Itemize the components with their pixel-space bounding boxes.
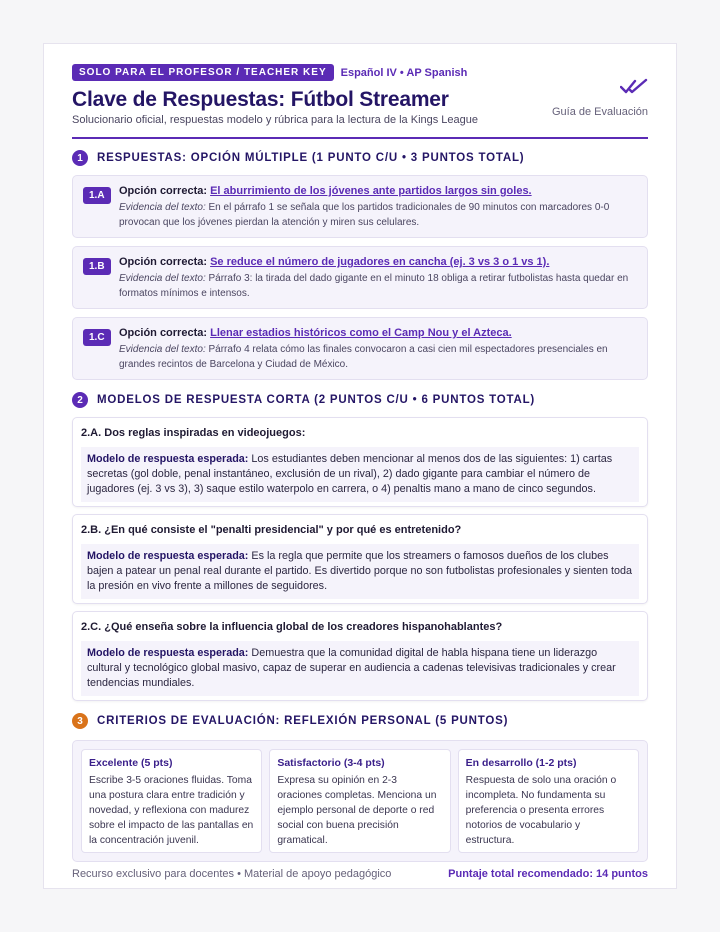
header [72, 64, 648, 139]
criterion-card-en-desarrollo [458, 749, 639, 853]
criterion-description: Respuesta de solo una oración o incompleta. No fundamenta su preferencia o presenta errores notorios de vocabulario y estructura. [465, 775, 617, 846]
question-tag: 1.B [83, 258, 111, 275]
criterion-description: Escribe 3-5 oraciones fluidas. Toma una postura clara entre tradición y novedad, y reflexiona con madurez sobre el impacto de las pantallas en la concentración juvenil. [89, 775, 254, 846]
course-label: Español IV • AP Spanish [340, 66, 468, 79]
model-answer-text: Demuestra que la comunidad digital de habla hispana tiene un liderazgo cultural y tecnológico global masivo, capaz de superar en audiencia a cadenas televisivas tradicionales y crear tendencias mundiales. [87, 647, 616, 689]
mc-answer-card [72, 317, 648, 380]
criterion-description: Expresa su opinión en 2-3 oraciones completas. Menciona un ejemplo personal de deporte o red social con buena precisión gramatical. [277, 775, 437, 846]
section-number: 1 [72, 150, 88, 166]
correct-answer: El aburrimiento de los jóvenes ante partidos largos sin goles. [210, 185, 532, 197]
model-answer-text: Es la regla que permite que los streamers o famosos dueños de los clubes bajen a patear un penal real durante el partido. Es divertido porque no son futbolistas profesionales y sienten toda la presión en vivo frente a millones de seguidores. [87, 550, 633, 592]
page-title: Clave de Respuestas: Fútbol Streamer [72, 88, 449, 111]
criterion-title: Excelente (5 pts) [89, 757, 173, 769]
teacher-key-badge: SOLO PARA EL PROFESOR / TEACHER KEY [72, 64, 334, 81]
model-answer-label: Modelo de respuesta esperada: [87, 453, 249, 465]
mc-answer-card [72, 246, 648, 309]
evidence-label: Evidencia del texto: [119, 202, 206, 213]
section-number: 2 [72, 392, 88, 408]
evidence-text: Párrafo 4 relata cómo las finales convocaron a casi cien mil espectadores presenciales en grandes recintos de Barcelona y Ciudad de México. [119, 344, 608, 370]
section-heading-3 [72, 713, 648, 729]
criterion-title: En desarrollo (1-2 pts) [465, 757, 577, 769]
question-text: ¿En qué consiste el "penalti presidencial" y por qué es entretenido? [104, 524, 462, 536]
mc-answer-card [72, 175, 648, 238]
question-number: 2.C. [81, 621, 102, 633]
criterion-title: Satisfactorio (3-4 pts) [277, 757, 385, 769]
correct-option-label: Opción correcta: [119, 256, 208, 268]
evidence-text: En el párrafo 1 se señala que los partidos tradicionales de 90 minutos con marcadores 0-0 provocan que los jóvenes pierdan la atención y miren sus celulares. [119, 202, 610, 228]
correct-answer: Se reduce el número de jugadores en cancha (ej. 3 vs 3 o 1 vs 1). [210, 256, 550, 268]
question-text: Dos reglas inspiradas en videojuegos: [104, 427, 306, 439]
short-answer-card [72, 611, 648, 701]
section-heading-2 [72, 392, 648, 408]
correct-option-label: Opción correcta: [119, 327, 208, 339]
page-subtitle: Solucionario oficial, respuestas modelo y rúbrica para la lectura de la Kings League [72, 114, 479, 126]
short-answer-card [72, 514, 648, 604]
footer [72, 868, 648, 880]
model-answer-label: Modelo de respuesta esperada: [87, 550, 249, 562]
correct-option-label: Opción correcta: [119, 185, 208, 197]
criterion-card-excelente [81, 749, 262, 853]
model-answer-label: Modelo de respuesta esperada: [87, 647, 249, 659]
question-text: ¿Qué enseña sobre la influencia global de los creadores hispanohablantes? [104, 621, 503, 633]
question-tag: 1.C [83, 329, 111, 346]
section-title: MODELOS DE RESPUESTA CORTA (2 PUNTOS C/U • 6 PUNTOS TOTAL) [97, 394, 536, 406]
rubric-criteria [72, 740, 648, 862]
short-answer-card [72, 417, 648, 507]
section-title: RESPUESTAS: OPCIÓN MÚLTIPLE (1 PUNTO C/U • 3 PUNTOS TOTAL) [97, 152, 525, 164]
double-check-icon [620, 78, 648, 96]
evidence-text: Párrafo 3: la tirada del dado gigante en el minuto 18 obliga a retirar futbolistas hasta quedar en formatos mínimos e intensos. [119, 273, 629, 299]
model-answer-text: Los estudiantes deben mencionar al menos dos de las siguientes: 1) cartas secretas (gol doble, penal instantáneo, exclusión de un rival), 2) dado gigante para cambiar el número de jugadores (ej. 3 vs 3), 3) saque estilo waterpolo en carrera, o 4) penaltis mano a mano de cinco segundos. [87, 453, 613, 495]
evidence-label: Evidencia del texto: [119, 273, 206, 284]
section-heading-1 [72, 150, 648, 166]
criterion-card-satisfactorio [269, 749, 450, 853]
evidence-label: Evidencia del texto: [119, 344, 206, 355]
section-number: 3 [72, 713, 88, 729]
footer-note: Recurso exclusivo para docentes • Material de apoyo pedagógico [72, 868, 392, 880]
total-score: Puntaje total recomendado: 14 puntos [448, 868, 648, 880]
question-number: 2.A. [81, 427, 102, 439]
correct-answer: Llenar estadios históricos como el Camp Nou y el Azteca. [210, 327, 512, 339]
section-title: CRITERIOS DE EVALUACIÓN: REFLEXIÓN PERSONAL (5 PUNTOS) [97, 715, 509, 727]
question-number: 2.B. [81, 524, 102, 536]
evaluation-guide-label: Guía de Evaluación [551, 106, 648, 118]
question-tag: 1.A [83, 187, 111, 204]
answer-key-page [43, 43, 677, 889]
